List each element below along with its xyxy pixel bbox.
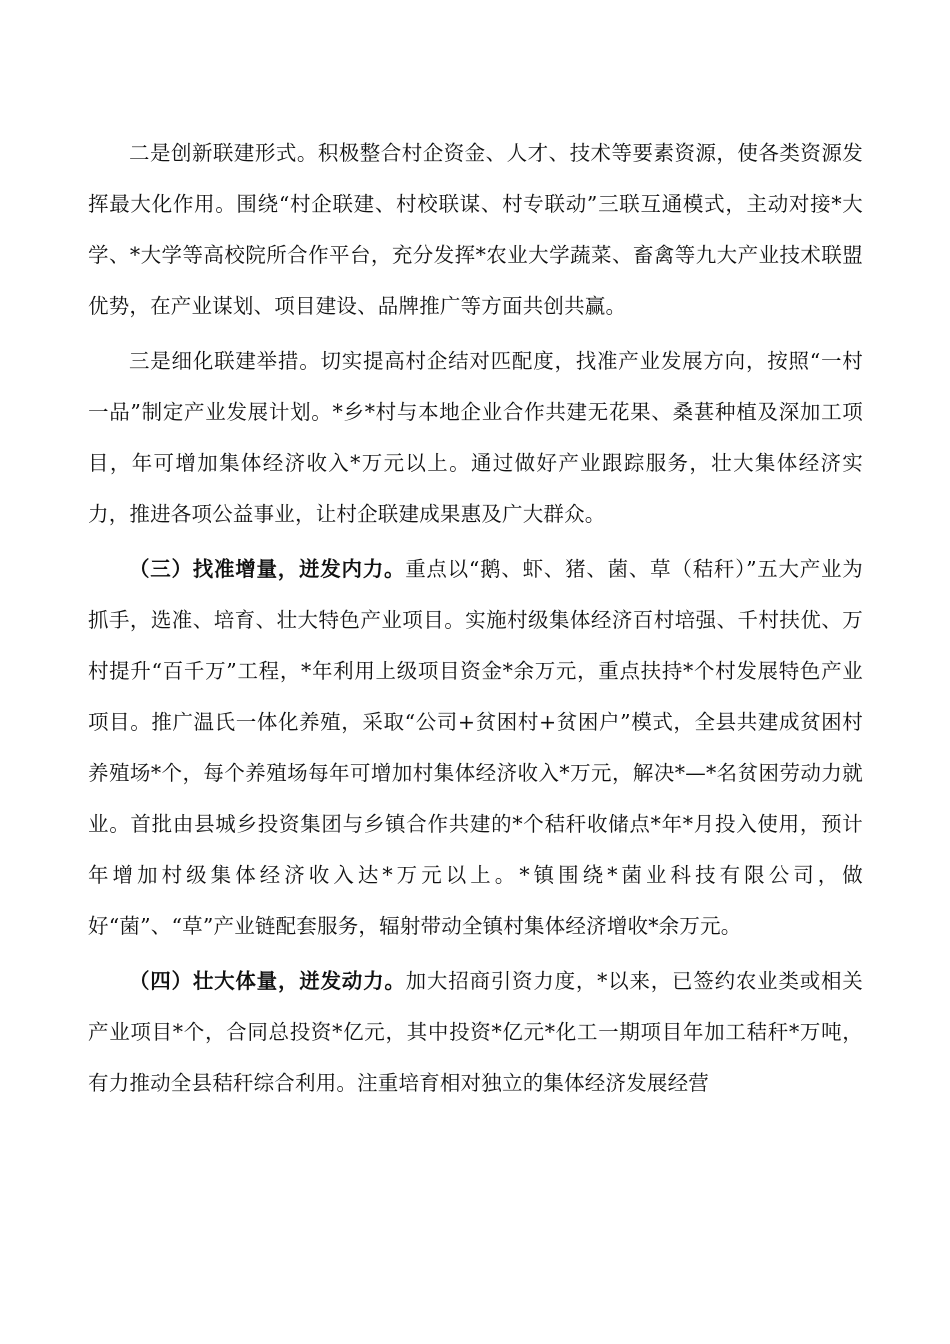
- section-heading-three: （三）找准增量，迸发内力。: [129, 557, 406, 581]
- paragraph-section-three: [88, 544, 863, 952]
- paragraph-innovate-forms: [88, 128, 863, 332]
- paragraph-section-four: [88, 956, 863, 1109]
- paragraph-text: 三是细化联建举措。切实提高村企结对匹配度，找准产业发展方向，按照“一村一品”制定产业发展计划。*乡*村与本地企业合作共建无花果、桑葚种植及深加工项目，年可增加集体经济收入*万元以上。通过做好产业跟踪服务，壮大集体经济实力，推进各项公益事业，让村企联建成果惠及广大群众。: [88, 349, 863, 526]
- paragraph-refine-measures: [88, 336, 863, 540]
- paragraph-text: 重点以“鹅、虾、猪、菌、草（秸秆）”五大产业为抓手，选准、培育、壮大特色产业项目。实施村级集体经济百村培强、千村扶优、万村提升“百千万”工程，*年利用上级项目资金*余万元，重点扶持*个村发展特色产业项目。推广温氏一体化养殖，采取“公司+贫困村+贫困户”模式，全县共建成贫困村养殖场*个，每个养殖场每年可增加村集体经济收入*万元，解决*—*名贫困劳动力就业。首批由县城乡投资集团与乡镇合作共建的*个秸秆收储点*年*月投入使用，预计年增加村级集体经济收入达*万元以上。*镇围绕*菌业科技有限公司，做好“菌”、“草”产业链配套服务，辐射带动全镇村集体经济增收*余万元。: [88, 557, 863, 938]
- paragraph-text: 加大招商引资力度，*以来，已签约农业类或相关产业项目*个，合同总投资*亿元，其中投资*亿元*化工一期项目年加工秸秆*万吨，有力推动全县秸秆综合利用。注重培育相对独立的集体经济发展经营: [88, 969, 863, 1095]
- paragraph-text: 二是创新联建形式。积极整合村企资金、人才、技术等要素资源，使各类资源发挥最大化作用。围绕“村企联建、村校联谋、村专联动”三联互通模式，主动对接*大学、*大学等高校院所合作平台，充分发挥*农业大学蔬菜、畜禽等九大产业技术联盟优势，在产业谋划、项目建设、品牌推广等方面共创共赢。: [88, 141, 863, 318]
- section-heading-four: （四）壮大体量，迸发动力。: [129, 969, 406, 993]
- document-body: [88, 128, 863, 1109]
